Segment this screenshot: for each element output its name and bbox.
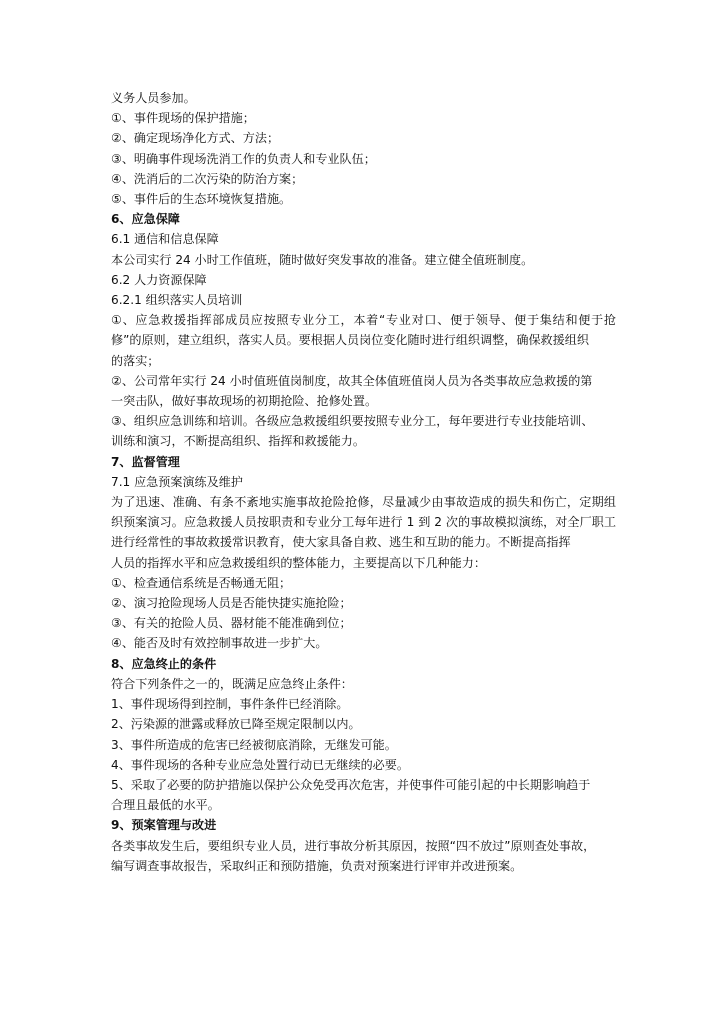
paragraph <box>111 492 616 573</box>
list-item: ①、检查通信系统是否畅通无阻； <box>111 575 292 590</box>
list-item: ①、事件现场的保护措施； <box>111 111 255 126</box>
paragraph-tail: 合理且最低的水平。 <box>111 798 220 813</box>
paragraph-body: 为了迅速、准确、有条不紊地实施事故抢险抢修，尽量减少由事故造成的损失和伤亡，定期组织预案演习。应急救援人员按职责和专业分工每年进行 1 到 2 次的事故模拟演练，对全厂职工进行经常性的事故救援常识教育，使大家具备自救、逃生和互助的能力。不断提高指挥 <box>111 495 616 550</box>
paragraph-tail: 的落实； <box>111 353 160 368</box>
subsection-heading: 6.2 人力资源保障 <box>111 272 207 287</box>
subsection-heading: 7.1 应急预案演练及维护 <box>111 474 243 489</box>
list-item: ③、明确事件现场洗消工作的负责人和专业队伍； <box>111 151 376 166</box>
section-heading: 7、监督管理 <box>111 454 180 469</box>
list-item: ②、确定现场净化方式、方法； <box>111 131 280 146</box>
paragraph-body: ②、公司常年实行 24 小时值班值岗制度，故其全体值班值岗人员为各类事故应急救援的第 <box>111 373 593 388</box>
list-item: 4、事件现场的各种专业应急处置行动已无继续的必要。 <box>111 757 409 772</box>
list-item: ⑤、事件后的生态环境恢复措施。 <box>111 192 292 207</box>
list-item: ④、能否及时有效控制事故进一步扩大。 <box>111 636 328 651</box>
list-item: 3、事件所造成的危害已经被彻底消除，无继发可能。 <box>111 737 397 752</box>
paragraph-tail: 训练和演习，不断提高组织、指挥和救援能力。 <box>111 434 365 449</box>
paragraph <box>111 371 616 411</box>
section-heading: 9、预案管理与改进 <box>111 818 217 833</box>
list-item: 2、污染源的泄露或释放已降至规定限制以内。 <box>111 717 361 732</box>
paragraph-tail: 人员的指挥水平和应急救援组织的整体能力，主要提高以下几种能力： <box>111 555 486 570</box>
list-item: ④、洗消后的二次污染的防治方案； <box>111 171 304 186</box>
paragraph-body: 5、采取了必要的防护措施以保护公众免受再次危害，并使事件可能引起的中长期影响趋于 <box>111 777 591 792</box>
text-line: 本公司实行 24 小时工作值班，随时做好突发事故的准备。建立健全值班制度。 <box>111 252 534 267</box>
text-line: 义务人员参加。 <box>111 91 196 105</box>
list-item: 1、事件现场得到控制，事件条件已经消除。 <box>111 697 349 712</box>
list-item: ②、演习抢险现场人员是否能快捷实施抢险； <box>111 596 352 611</box>
paragraph <box>111 775 616 815</box>
subsection-heading: 6.2.1 组织落实人员培训 <box>111 293 243 308</box>
section-heading: 6、应急保障 <box>111 212 180 227</box>
paragraph-tail: 编写调查事故报告，采取纠正和预防措施，负责对预案进行评审并改进预案。 <box>111 858 523 873</box>
document-page <box>111 88 616 876</box>
paragraph <box>111 310 616 371</box>
paragraph <box>111 836 616 876</box>
paragraph-body: 各类事故发生后，要组织专业人员，进行事故分析其原因，按照“四不放过”原则查处事故， <box>111 838 596 853</box>
paragraph <box>111 411 616 451</box>
section-heading: 8、应急终止的条件 <box>111 656 217 671</box>
paragraph-tail: 一突击队，做好事故现场的初期抢险、抢修处置。 <box>111 394 378 409</box>
paragraph-body: ①、应急救援指挥部成员应按照专业分工，本着“专业对口、便于领导、便于集结和便于抢修”的原则，建立组织，落实人员。要根据人员岗位变化随时进行组织调整，确保救援组织 <box>111 313 616 348</box>
paragraph-body: ③、组织应急训练和培训。各级应急救援组织要按照专业分工，每年要进行专业技能培训、 <box>111 414 594 429</box>
text-line: 符合下列条件之一的，既满足应急终止条件： <box>111 676 353 691</box>
subsection-heading: 6.1 通信和信息保障 <box>111 232 219 247</box>
list-item: ③、有关的抢险人员、器材能不能准确到位； <box>111 616 352 631</box>
